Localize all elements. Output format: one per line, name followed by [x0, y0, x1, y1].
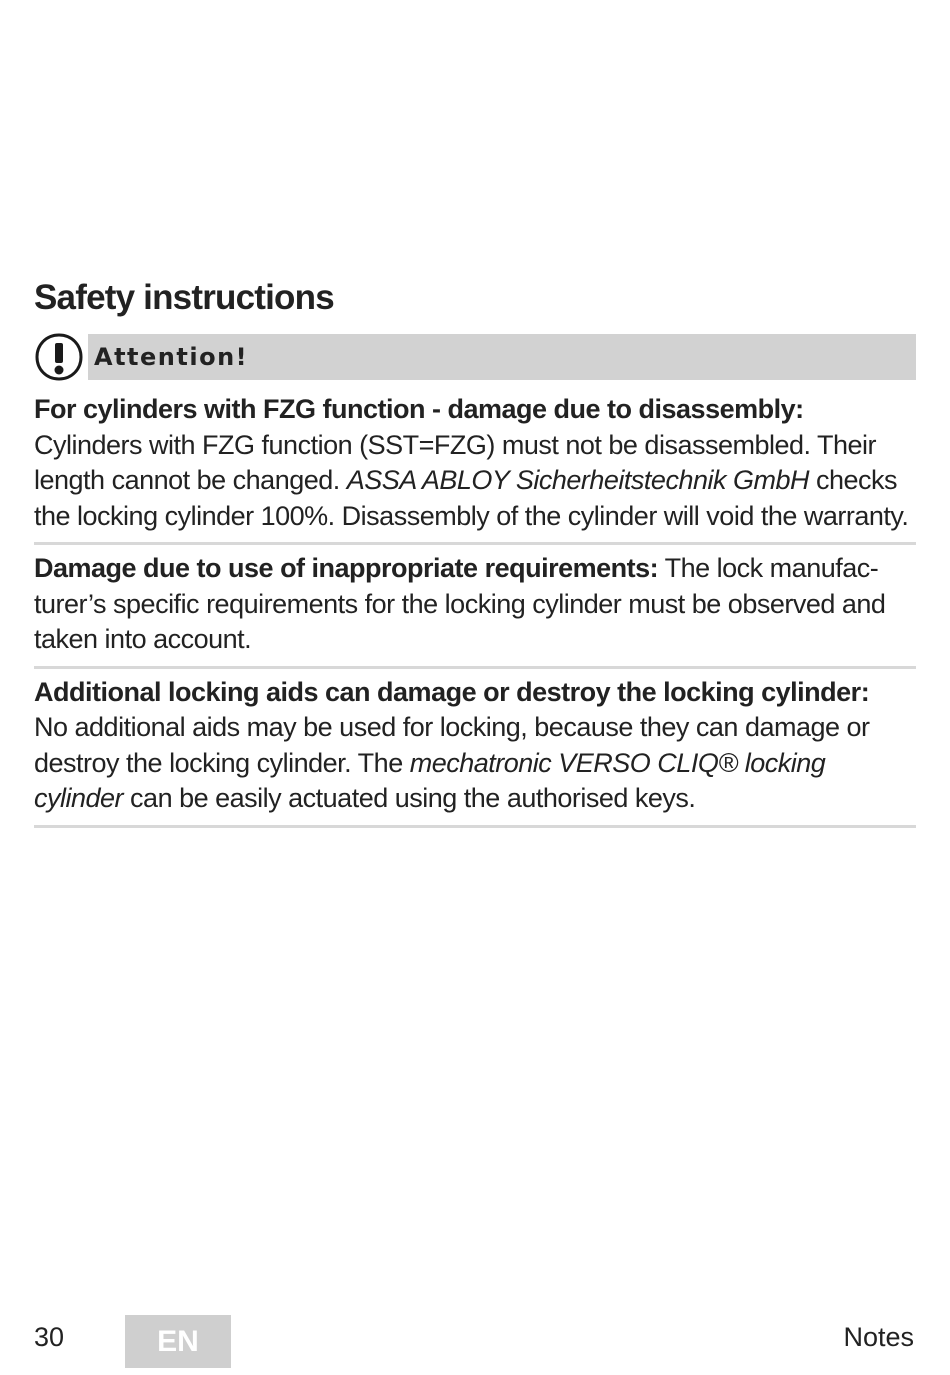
- page-footer: [0, 1312, 950, 1368]
- company-name: ASSA ABLOY Sicherheitstechnik GmbH: [346, 465, 809, 495]
- warning-text: Cylinders with FZG function (SST=FZG) must not be disassembled. Their length cannot be changed.: [34, 429, 877, 495]
- warning-text: No additional aids may be used for locking, because they can damage or destroy the locking cylinder. The: [34, 712, 870, 778]
- section-title: Safety instructions: [34, 278, 334, 317]
- warning-text: can be easily actuated using the authorised keys.: [123, 783, 696, 813]
- warning-block-fzg: [34, 392, 916, 542]
- attention-banner: [34, 332, 916, 382]
- exclamation-circle-icon: [34, 332, 84, 382]
- language-badge: EN: [125, 1315, 231, 1368]
- warning-block-requirements: [34, 545, 916, 666]
- warning-heading: For cylinders with FZG function - damage due to disassembly:: [34, 394, 804, 424]
- attention-label: Attention!: [88, 334, 916, 380]
- safety-section: [34, 276, 916, 828]
- warning-text: The lock manufac-turer’s specific requirements for the locking cylinder must be observed and taken into account.: [34, 553, 886, 654]
- product-name: mechatronic VERSO CLIQ® locking cylinder: [34, 747, 826, 813]
- page-number: 30: [34, 1322, 65, 1352]
- warning-block-locking-aids: [34, 669, 916, 825]
- footer-section-label: Notes: [843, 1322, 914, 1352]
- warning-text: checks the locking cylinder 100%. Disassembly of the cylinder will void the warranty.: [34, 465, 909, 531]
- warning-heading: Damage due to use of inappropriate requirements:: [34, 553, 659, 583]
- divider: [34, 825, 916, 828]
- warning-heading: Additional locking aids can damage or destroy the locking cylinder:: [34, 676, 870, 707]
